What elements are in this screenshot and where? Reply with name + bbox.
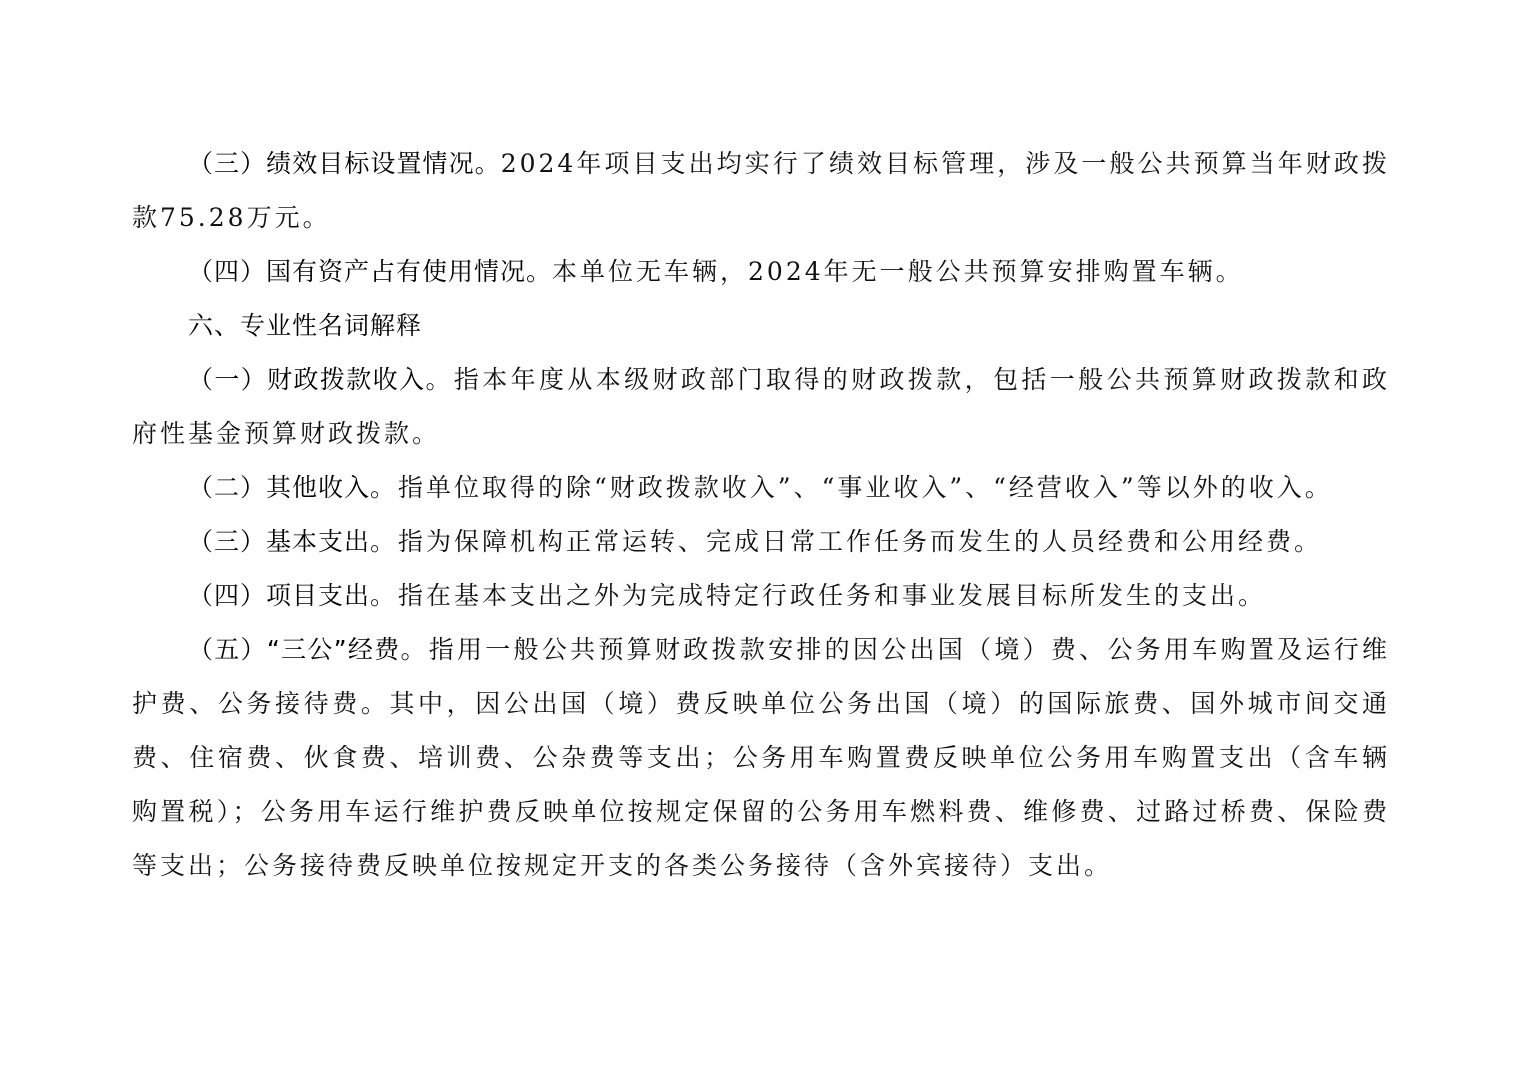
definition-text: 。指为保障机构正常运转、完成日常工作任务而发生的人员经费和公用经费。 — [370, 527, 1323, 556]
paragraph-text: 本单位无车辆，2024年无一般公共预算安排购置车辆。 — [552, 257, 1244, 286]
definition-three-public-expenses — [132, 623, 1390, 893]
definition-text: 。指用一般公共预算财政拨款安排的因公出国（境）费、公务用车购置及运行维护费、公务接待费。其中，因公出国（境）费反映单位公务出国（境）的国际旅费、国外城市间交通费、住宿费、伙食费、培训费、公杂费等支出；公务用车购置费反映单位公务用车购置支出（含车辆购置税）；公务用车运行维护费反映单位按规定保留的公务用车燃料费、维修费、过路过桥费、保险费等支出；公务接待费反映单位按规定开支的各类公务接待（含外宾接待）支出。 — [132, 635, 1390, 880]
section-heading: 六、专业性名词解释 — [188, 311, 423, 340]
document-body — [132, 137, 1390, 893]
definition-term: （二）其他收入 — [188, 473, 371, 502]
paragraph-state-assets — [132, 245, 1390, 299]
paragraph-lead: （四）国有资产占有使用情况。 — [188, 257, 553, 286]
definition-term: （一）财政拨款收入 — [188, 365, 426, 394]
definition-fiscal-appropriation-income — [132, 353, 1390, 461]
definition-basic-expenditure — [132, 515, 1390, 569]
definition-other-income — [132, 461, 1390, 515]
definition-project-expenditure — [132, 569, 1390, 623]
definition-term: （五）“三公”经费 — [188, 635, 401, 664]
paragraph-text: 2024年项目支出均实行了绩效目标管理，涉及一般公共预算当年财政拨款75.28万元。 — [132, 149, 1390, 232]
definition-term: （四）项目支出 — [188, 581, 371, 610]
definition-text: 。指在基本支出之外为完成特定行政任务和事业发展目标所发生的支出。 — [370, 581, 1267, 610]
definition-text: 。指单位取得的除“财政拨款收入”、“事业收入”、“经营收入”等以外的收入。 — [370, 473, 1333, 502]
definition-term: （三）基本支出 — [188, 527, 371, 556]
paragraph-lead: （三）绩效目标设置情况。 — [188, 149, 501, 178]
definition-text: 。指本年度从本级财政部门取得的财政拨款，包括一般公共预算财政拨款和政府性基金预算财政拨款。 — [132, 365, 1390, 448]
paragraph-performance-targets — [132, 137, 1390, 245]
